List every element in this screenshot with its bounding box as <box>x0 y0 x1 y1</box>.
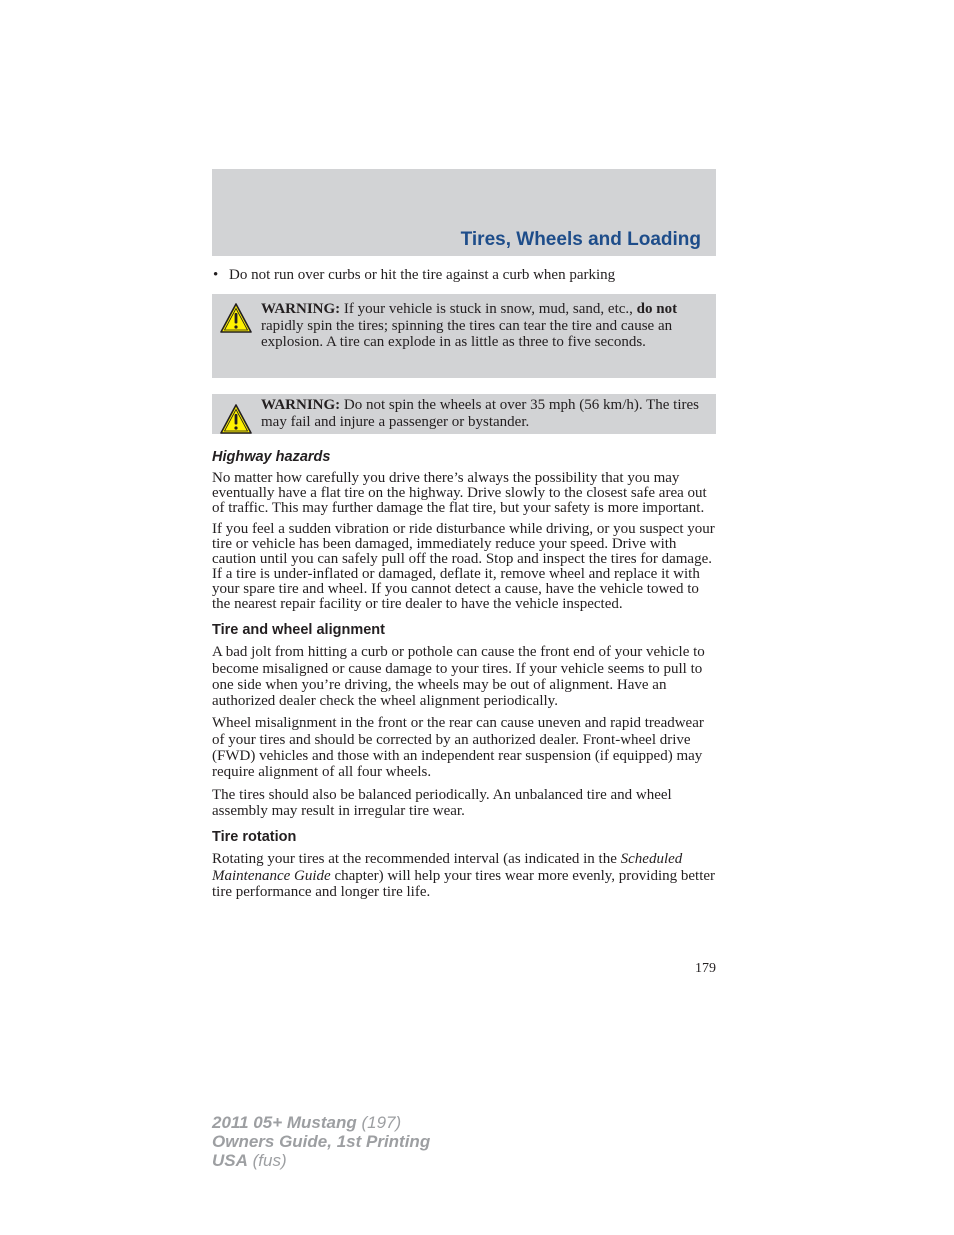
footer-line <box>212 1113 430 1132</box>
footer-market: USA <box>212 1151 248 1170</box>
document-footer <box>212 1113 430 1170</box>
guide-reference: Scheduled Maintenance Guide <box>212 851 683 884</box>
heading-highway-hazards: Highway hazards <box>212 449 331 466</box>
page-content <box>212 266 716 906</box>
warning-text-b: rapidly spin the tires; spinning the tires can tear the tire and cause an explosion. A tire can explode in as little as three to five seconds. <box>261 317 673 351</box>
paragraph-text: Rotating your tires at the recommended interval (as indicated in the <box>212 851 621 868</box>
warning-box-speed <box>212 394 716 434</box>
bullet-dot: • <box>213 267 219 283</box>
warning-text-a: If your vehicle is stuck in snow, mud, sand, etc., <box>340 301 637 318</box>
warning-label: WARNING: <box>261 301 341 318</box>
footer-edition: Owners Guide, 1st Printing <box>212 1132 431 1151</box>
section-title: Tires, Wheels and Loading <box>460 229 701 250</box>
footer-market-code: (fus) <box>247 1151 287 1170</box>
paragraph: No matter how carefully you drive there’s always the possibility that you may eventually have a flat tire on the highway. Drive slowly to the closest safe area out of traffic. This may further damage the flat tire, but your safety is more important. <box>212 470 707 517</box>
paragraph <box>212 851 716 900</box>
paragraph: The tires should also be balanced periodically. An unbalanced tire and wheel assembly may result in irregular tire wear. <box>212 786 672 819</box>
heading-tire-rotation: Tire rotation <box>212 829 297 846</box>
footer-model: 2011 05+ Mustang <box>212 1113 357 1132</box>
warning-triangle-icon <box>219 302 253 334</box>
warning-triangle-icon <box>219 403 253 435</box>
warning-bold-text: do not <box>636 301 678 318</box>
footer-code: (197) <box>356 1113 402 1132</box>
warning-text: Do not spin the wheels at over 35 mph (56 km/h). The tires may fail and injure a passenger or bystander. <box>261 397 699 430</box>
warning-label: WARNING: <box>261 397 341 414</box>
warning-box-stuck <box>212 294 716 378</box>
bullet-item <box>212 268 716 283</box>
paragraph-text: chapter) will help your tires wear more evenly, providing better tire performance and longer tire life. <box>212 867 716 900</box>
bullet-text: Do not run over curbs or hit the tire against a curb when parking <box>229 267 616 283</box>
heading-tire-wheel-alignment: Tire and wheel alignment <box>212 622 385 639</box>
paragraph: If you feel a sudden vibration or ride disturbance while driving, or you suspect your tire or vehicle has been damaged, immediately reduce your speed. Drive with caution until you can safely pull off the road. Stop and inspect the tires for damage. If a tire is under-inflated or damaged, deflate it, remove wheel and replace it with your spare tire and wheel. If you cannot detect a cause, have the vehicle towed to the nearest repair facility or tire dealer to have the vehicle inspected. <box>212 521 715 613</box>
paragraph: A bad jolt from hitting a curb or pothole can cause the front end of your vehicle to become misaligned or cause damage to your tires. If your vehicle seems to pull to one side when you’re driving, the wheels may be out of alignment. Have an authorized dealer check the wheel alignment periodically. <box>212 644 705 710</box>
page-number: 179 <box>695 961 716 976</box>
footer-line <box>212 1132 430 1151</box>
footer-line <box>212 1151 430 1170</box>
paragraph: Wheel misalignment in the front or the rear can cause uneven and rapid treadwear of your tires and should be corrected by an authorized dealer. Front-wheel drive (FWD) vehicles and those with an independent rear suspension (if equipped) may require alignment of all four wheels. <box>212 715 704 781</box>
section-header <box>212 169 716 256</box>
